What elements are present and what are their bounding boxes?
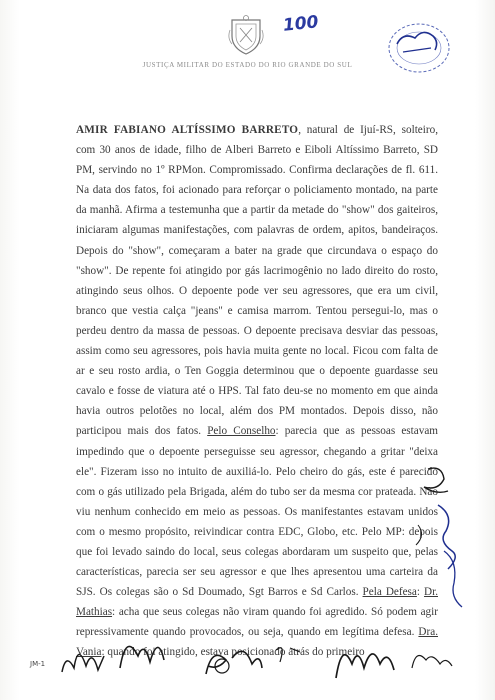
bottom-signatures [0,612,495,700]
institution-header: JUSTIÇA MILITAR DO ESTADO DO RIO GRANDE DO SUL [142,61,353,69]
label-pela-defesa: Pela Defesa [362,586,417,599]
text-dra-vania: : quando foi atingido, estava posicionado atrás do primeiro [101,646,365,659]
page-number-handwritten: 100 [282,12,320,36]
text-pelo-conselho: : parecia que as pessoas estavam impedindo que o depoente perseguisse seu agressor, chegando a gritar "deixa ele". Fizeram isso no intuito de auxiliá-lo. Pelo cheiro do gás, este é parecido com o gás utilizado pela Brigada, além do tubo ser da mesma cor prateada. Não viu nenhum conhecido em meio as pessoas. Os manifestantes estavam unidos com o mesmo propósito, reivindicar contra EDC, Globo, etc. Pelo MP: depois que foi levado saindo do local, seus colegas abordaram um suspeito que, pelas características, parecia ser seu agressor e que lhes apresentou uma carteira da SJS. Os colegas são o Sd Doumado, Sgt Barros e Sd Carlos. [76,425,438,599]
testimony-paragraph [76,120,438,663]
label-dr-mathias: Dr. Mathias [76,586,438,619]
testimony-intro: , natural de Ijuí-RS, solteiro, com 30 anos de idade, filho de Alberi Barreto e Eiboli Altíssimo Barreto, SD PM, servindo no 1º RPMon. Compromissado. Confirma declarações de fl. 611. Na data dos fatos, foi acionado para reforçar o policiamento montado, na parte da manhã. Afirma a testemunha que a partir da metade do "show" dos gaiteiros, iniciaram algumas manifestações, com palavras de ordem, apitos, bandeiraços. Depois do "show", começaram a bater na grade que circundava o espaço do "show". De repente foi atingido por gás lacrimogênio no lado direito do rosto, atingindo seus olhos. O depoente pode ver seu agressores, que era um civil, branco que vestia calça "jeans" e camisa marrom. Tentou persegui-lo, mas o perdeu dentro da massa de pessoas. O depoente precisava desviar das pessoas, assim como seu agressores, pois havia muita gente no local. Ficou com falta de ar e seu rosto ardia, o Ten Goggia determinou que o depoente guardasse seu cavalo e fosse de viatura até o HPS. Tal fato deu-se no momento em que ainda havia outros pelotões no local, além dos PM montados. Depois disso, não participou mais dos fatos. [76,124,438,438]
coat-of-arms-emblem [228,14,264,56]
margin-mark: JM-1 [30,660,46,668]
text-pela-defesa: : [416,586,425,599]
label-pelo-conselho: Pelo Conselho [207,425,276,438]
margin-signatures [408,465,468,615]
witness-name: AMIR FABIANO ALTÍSSIMO BARRETO [76,124,299,136]
label-dra-vania: Dra. Vania [76,626,438,659]
testimony-body [76,120,438,663]
text-dr-mathias: : acha que seus colegas não viram quando foi agredido. Só podem agir repressivamente quando provocados, ou seja, quando em legítima defesa. [76,606,438,639]
